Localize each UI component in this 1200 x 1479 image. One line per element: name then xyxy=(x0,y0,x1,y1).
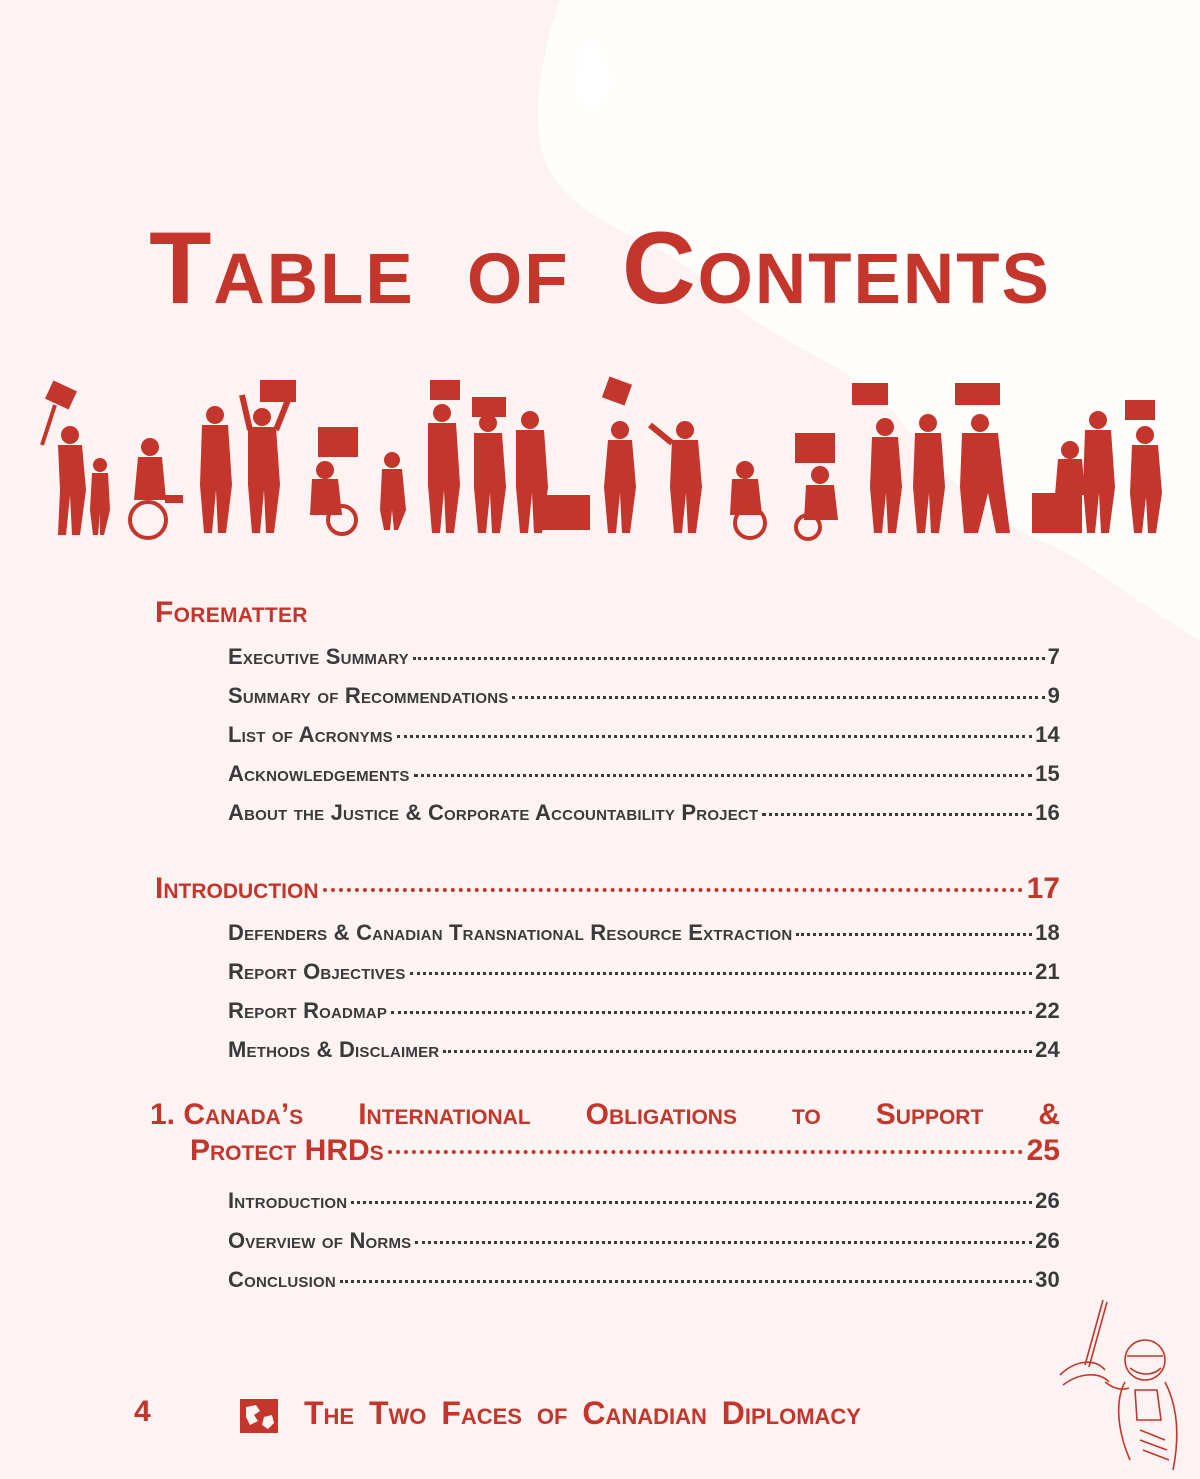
toc-entry-page: 15 xyxy=(1035,761,1060,786)
toc-entry-label: About the Justice & Corporate Accountability Project xyxy=(228,800,759,825)
toc-entry-page: 24 xyxy=(1035,1037,1060,1062)
toc-entry[interactable] xyxy=(228,1228,1060,1254)
toc-entry[interactable] xyxy=(228,1267,1060,1293)
section-heading-label: Introduction xyxy=(155,872,319,905)
leader-dots xyxy=(410,972,1033,975)
section-heading-label: Protect HRDs xyxy=(190,1134,384,1167)
leader-dots xyxy=(443,1050,1032,1053)
section-heading-introduction[interactable] xyxy=(155,872,1060,906)
leader-dots xyxy=(397,735,1032,738)
riot-officer-sketch-icon xyxy=(1045,1290,1195,1475)
toc-entry-page: 22 xyxy=(1035,998,1060,1023)
protester-figure xyxy=(516,411,590,533)
toc-entry-page: 30 xyxy=(1035,1267,1060,1292)
section-heading-page: 17 xyxy=(1026,872,1060,905)
map-logo-icon xyxy=(240,1399,278,1433)
toc-entry[interactable] xyxy=(228,761,1060,787)
toc-entry[interactable] xyxy=(228,1037,1060,1063)
toc-entry[interactable] xyxy=(228,644,1060,670)
toc-entry-label: Report Objectives xyxy=(228,959,406,984)
protesters-illustration xyxy=(30,375,1170,550)
child-figure xyxy=(90,458,110,535)
heading-word: Obligations xyxy=(585,1098,737,1131)
section-heading-line-2 xyxy=(190,1134,1060,1168)
heading-word: to xyxy=(791,1098,821,1131)
page-footer xyxy=(0,1395,1200,1445)
toc-entry-page: 26 xyxy=(1035,1228,1060,1253)
toc-entry[interactable] xyxy=(228,800,1060,826)
toc-entry-page: 7 xyxy=(1047,644,1060,669)
section-heading-page: 25 xyxy=(1026,1134,1060,1167)
toc-entry[interactable] xyxy=(228,959,1060,985)
toc-entry-label: Acknowledgements xyxy=(228,761,410,786)
heading-word: 1. Canada’s xyxy=(150,1098,304,1131)
toc-entry-page: 14 xyxy=(1035,722,1060,747)
wheelchair-figure xyxy=(310,427,358,534)
toc-entry[interactable] xyxy=(228,722,1060,748)
protester-figure xyxy=(1125,400,1162,533)
leader-dots xyxy=(323,888,1023,892)
leader-dots xyxy=(796,933,1032,936)
leader-dots xyxy=(414,774,1033,777)
protester-figure xyxy=(242,380,296,533)
wheelchair-figure xyxy=(795,433,838,539)
protester-figure xyxy=(650,421,702,533)
toc-entry-label: Methods & Disclaimer xyxy=(228,1037,440,1062)
leader-dots xyxy=(512,696,1044,699)
toc-entry-page: 26 xyxy=(1035,1188,1060,1213)
publication-title: The Two Faces of Canadian Diplomacy xyxy=(304,1395,861,1431)
page-title: Table of Contents xyxy=(149,211,1051,325)
protester-figure xyxy=(852,383,902,533)
protester-figure xyxy=(1032,441,1085,533)
section-heading-chapter-1[interactable] xyxy=(150,1098,1060,1168)
child-figure xyxy=(380,452,406,530)
protester-figure xyxy=(602,377,636,533)
wheelchair-figure xyxy=(730,461,765,538)
section-heading-forematter[interactable]: Forematter xyxy=(155,596,308,629)
toc-entry-page: 18 xyxy=(1035,920,1060,945)
protester-figure xyxy=(472,397,506,533)
toc-entry-page: 16 xyxy=(1035,800,1060,825)
protester-figure xyxy=(42,380,86,535)
toc-entry-label: Overview of Norms xyxy=(228,1228,412,1253)
heading-word: & xyxy=(1038,1098,1060,1131)
protester-figure xyxy=(913,414,945,533)
toc-entry-label: Conclusion xyxy=(228,1267,336,1292)
toc-entry-page: 9 xyxy=(1047,683,1060,708)
leader-dots xyxy=(388,1150,1023,1154)
toc-entry-label: Report Roadmap xyxy=(228,998,388,1023)
toc-entry[interactable] xyxy=(228,920,1060,946)
toc-entry-label: Summary of Recommendations xyxy=(228,683,509,708)
leader-dots xyxy=(391,1011,1032,1014)
toc-entry-label: List of Acronyms xyxy=(228,722,393,747)
leader-dots xyxy=(340,1280,1032,1283)
protester-figure xyxy=(200,406,232,533)
protester-figure xyxy=(428,380,460,533)
section-heading-line-1 xyxy=(150,1098,1060,1132)
wheelchair-figure xyxy=(130,438,183,538)
page-number: 4 xyxy=(134,1395,151,1428)
protester-figure xyxy=(955,383,1010,533)
heading-word: Support xyxy=(875,1098,984,1131)
toc-entry[interactable] xyxy=(228,683,1060,709)
protester-figure xyxy=(1083,411,1115,533)
heading-word: International xyxy=(358,1098,531,1131)
leader-dots xyxy=(415,1241,1032,1244)
leader-dots xyxy=(413,657,1045,660)
toc-entry-label: Executive Summary xyxy=(228,644,409,669)
toc-entry-label: Introduction xyxy=(228,1188,348,1213)
toc-entry[interactable] xyxy=(228,998,1060,1024)
leader-dots xyxy=(762,813,1032,816)
leader-dots xyxy=(351,1201,1032,1204)
toc-entry-label: Defenders & Canadian Transnational Resource Extraction xyxy=(228,920,793,945)
toc-entry[interactable] xyxy=(228,1188,1060,1214)
toc-entry-page: 21 xyxy=(1035,959,1060,984)
